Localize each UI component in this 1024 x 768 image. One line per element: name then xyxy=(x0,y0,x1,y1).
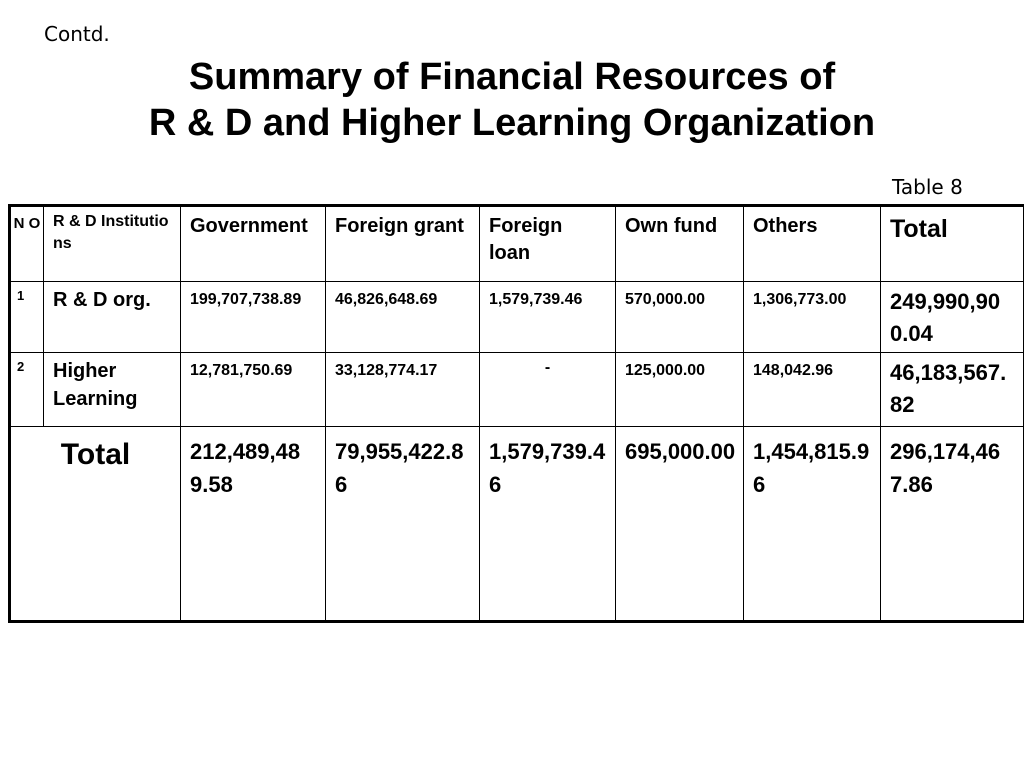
page-title xyxy=(0,54,1024,146)
table-number-label: Table 8 xyxy=(892,175,963,199)
title-line-1: Summary of Financial Resources of xyxy=(188,56,836,98)
total-own-fund: 695,000.00 xyxy=(616,427,744,622)
column-header-own-fund: Own fund xyxy=(616,206,744,282)
institution-name: Higher Learning xyxy=(44,353,181,427)
column-header-total: Total xyxy=(881,206,1024,282)
institution-name: R & D org. xyxy=(44,282,181,353)
total-others: 1,454,815.96 xyxy=(744,427,881,622)
column-header-institutions: R & D Institutions xyxy=(44,206,181,282)
foreign-loan-value: - xyxy=(480,353,616,427)
column-header-foreign-loan: Foreign loan xyxy=(480,206,616,282)
others-value: 148,042.96 xyxy=(744,353,881,427)
totals-row xyxy=(10,427,1024,622)
table-row xyxy=(10,353,1024,427)
grand-total: 296,174,467.86 xyxy=(881,427,1024,622)
row-number: 1 xyxy=(10,282,44,353)
total-government: 212,489,489.58 xyxy=(181,427,326,622)
total-foreign-loan: 1,579,739.46 xyxy=(480,427,616,622)
own-fund-value: 125,000.00 xyxy=(616,353,744,427)
total-foreign-grant: 79,955,422.86 xyxy=(326,427,480,622)
foreign-grant-value: 46,826,648.69 xyxy=(326,282,480,353)
table-header-row xyxy=(10,206,1024,282)
column-header-government: Government xyxy=(181,206,326,282)
column-header-foreign-grant: Foreign grant xyxy=(326,206,480,282)
own-fund-value: 570,000.00 xyxy=(616,282,744,353)
title-line-2: R & D and Higher Learning Organization xyxy=(148,102,876,144)
foreign-loan-value: 1,579,739.46 xyxy=(480,282,616,353)
government-value: 199,707,738.89 xyxy=(181,282,326,353)
total-value: 249,990,900.04 xyxy=(881,282,1024,353)
financial-resources-table xyxy=(8,204,1024,623)
column-header-others: Others xyxy=(744,206,881,282)
total-value: 46,183,567.82 xyxy=(881,353,1024,427)
row-number: 2 xyxy=(10,353,44,427)
government-value: 12,781,750.69 xyxy=(181,353,326,427)
table-row xyxy=(10,282,1024,353)
totals-label-cell: Total xyxy=(10,427,181,622)
column-header-no: N O xyxy=(10,206,44,282)
contd-label: Contd. xyxy=(44,22,110,46)
foreign-grant-value: 33,128,774.17 xyxy=(326,353,480,427)
others-value: 1,306,773.00 xyxy=(744,282,881,353)
